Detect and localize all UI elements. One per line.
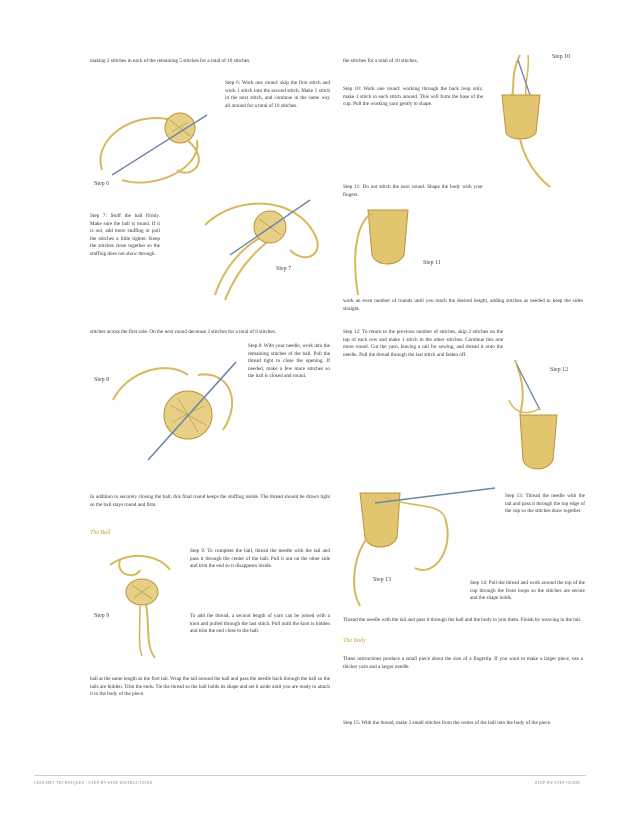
figure-label: Step 10 xyxy=(552,54,571,60)
cup-shape-icon xyxy=(348,205,428,300)
text-block: Step 11: Do not stitch the next round. Shape the body with your fingers. xyxy=(343,184,483,198)
footer-left: CROCHET TECHNIQUES · STEP-BY-STEP INSTRUCTIONS xyxy=(34,780,153,785)
text-block: Step 10: Work one round: working through the back loop only, make 1 stitch in each stitch around. This will form the base of the cup. Pull the working yarn gently to shape. xyxy=(343,86,483,108)
text-block: the stitches for a total of 10 stitches. xyxy=(343,58,418,64)
text-block: These instructions produce a small piece about the size of a fingertip. If you want to make a larger piece, use a thicker yarn and a larger needle. xyxy=(343,656,583,670)
footer-rule xyxy=(34,775,586,776)
text-block: Step 12: To return to the previous number of stitches, skip 2 stitches on the top of each row and make 1 stitch in the other stitches. Continue this one more round. Cut the yarn, leaving a tail for sewing, and thread it onto the needle. Pull the thread through the last stitch and fasten off. xyxy=(343,329,503,358)
stitched-sphere-needle-icon xyxy=(92,100,222,195)
stitched-sphere-needle-icon xyxy=(195,195,330,305)
figure-label: Step 13 xyxy=(373,577,392,583)
cup-with-needle-icon xyxy=(345,478,505,608)
figure-label: Step 9 xyxy=(94,613,110,619)
text-block: Step 6: Work one round: skip the first stitch and work 1 stitch into the second stitch. Make 1 stitch in the next stitch, and continue in the same way all around for a total of 10 stitches. xyxy=(225,80,330,109)
finished-ball-icon xyxy=(100,550,185,660)
text-block: work an even number of rounds until you reach the desired height, adding stitches as needed to keep the sides straight. xyxy=(343,298,583,312)
text-block: making 2 stitches in each of the remaining 5 stitches for a total of 10 stitches. xyxy=(90,58,251,64)
text-block: To add the thread, a second length of yarn can be joined with a knot and pulled through the last stitch. Pull until the knot is hidden and trim the end close to the ball. xyxy=(190,613,330,635)
cup-with-needle-icon xyxy=(495,360,570,490)
text-block: Step 7: Stuff the ball firmly. Make sure the ball is round. If it is not, add more stuffing or pull the stitches a little tighter. Keep the stitches close together so the stuffing does not show through. xyxy=(90,213,160,257)
stitched-sphere-needle-icon xyxy=(108,360,248,470)
figure-label: Step 6 xyxy=(94,181,110,187)
figure-label: Step 8 xyxy=(94,377,110,383)
figure-label: Step 7 xyxy=(276,266,292,272)
cup-with-needle-icon xyxy=(490,55,570,190)
figure-label: Step 12 xyxy=(550,367,569,373)
text-block: Step 9: To complete the ball, thread the needle with the tail and pass it through the center of the ball. Pull it out on the other side and trim the end so it disappears inside. xyxy=(190,548,330,570)
text-block: ball at the same length as the first tail. Wrap the tail around the ball and pass the needle back through the ball so the tails are hidden. Trim the ends. Tie the thread so the ball holds its shape and set it aside until you are ready to attach it to the body of the piece. xyxy=(90,676,330,698)
text-block: Step 14: Pull the thread and work around the top of the cup through the front loops so the stitches are secure and the shape holds. xyxy=(470,580,585,602)
text-block: Step 8: With your needle, work into the remaining stitches of the ball. Pull the thread tight to close the opening. If needed, make a few more stitches so the ball is closed and round. xyxy=(248,343,330,380)
text-block: Thread the needle with the tail and pass it through the ball and the body to join them. Finish by weaving in the tail. xyxy=(343,617,582,623)
text-block: Step 13: Thread the needle with the tail and pass it through the top edge of the cup so the stitches draw together. xyxy=(505,493,585,515)
text-block: Step 15: With the thread, make 3 small stitches from the center of the ball into the body of the piece. xyxy=(343,720,552,726)
text-block: stitches across the first side. On the next round decrease 2 stitches for a total of 8 stitches. xyxy=(90,329,276,335)
section-heading: The Body xyxy=(343,638,366,644)
figure-label: Step 11 xyxy=(423,260,441,266)
section-heading: The Ball xyxy=(90,530,111,536)
text-block: In addition to securely closing the ball, this final round keeps the stuffing inside. The thread should be drawn tight so the ball stays round and firm. xyxy=(90,494,330,508)
footer-right: STEP-BY-STEP GUIDE xyxy=(534,780,580,785)
